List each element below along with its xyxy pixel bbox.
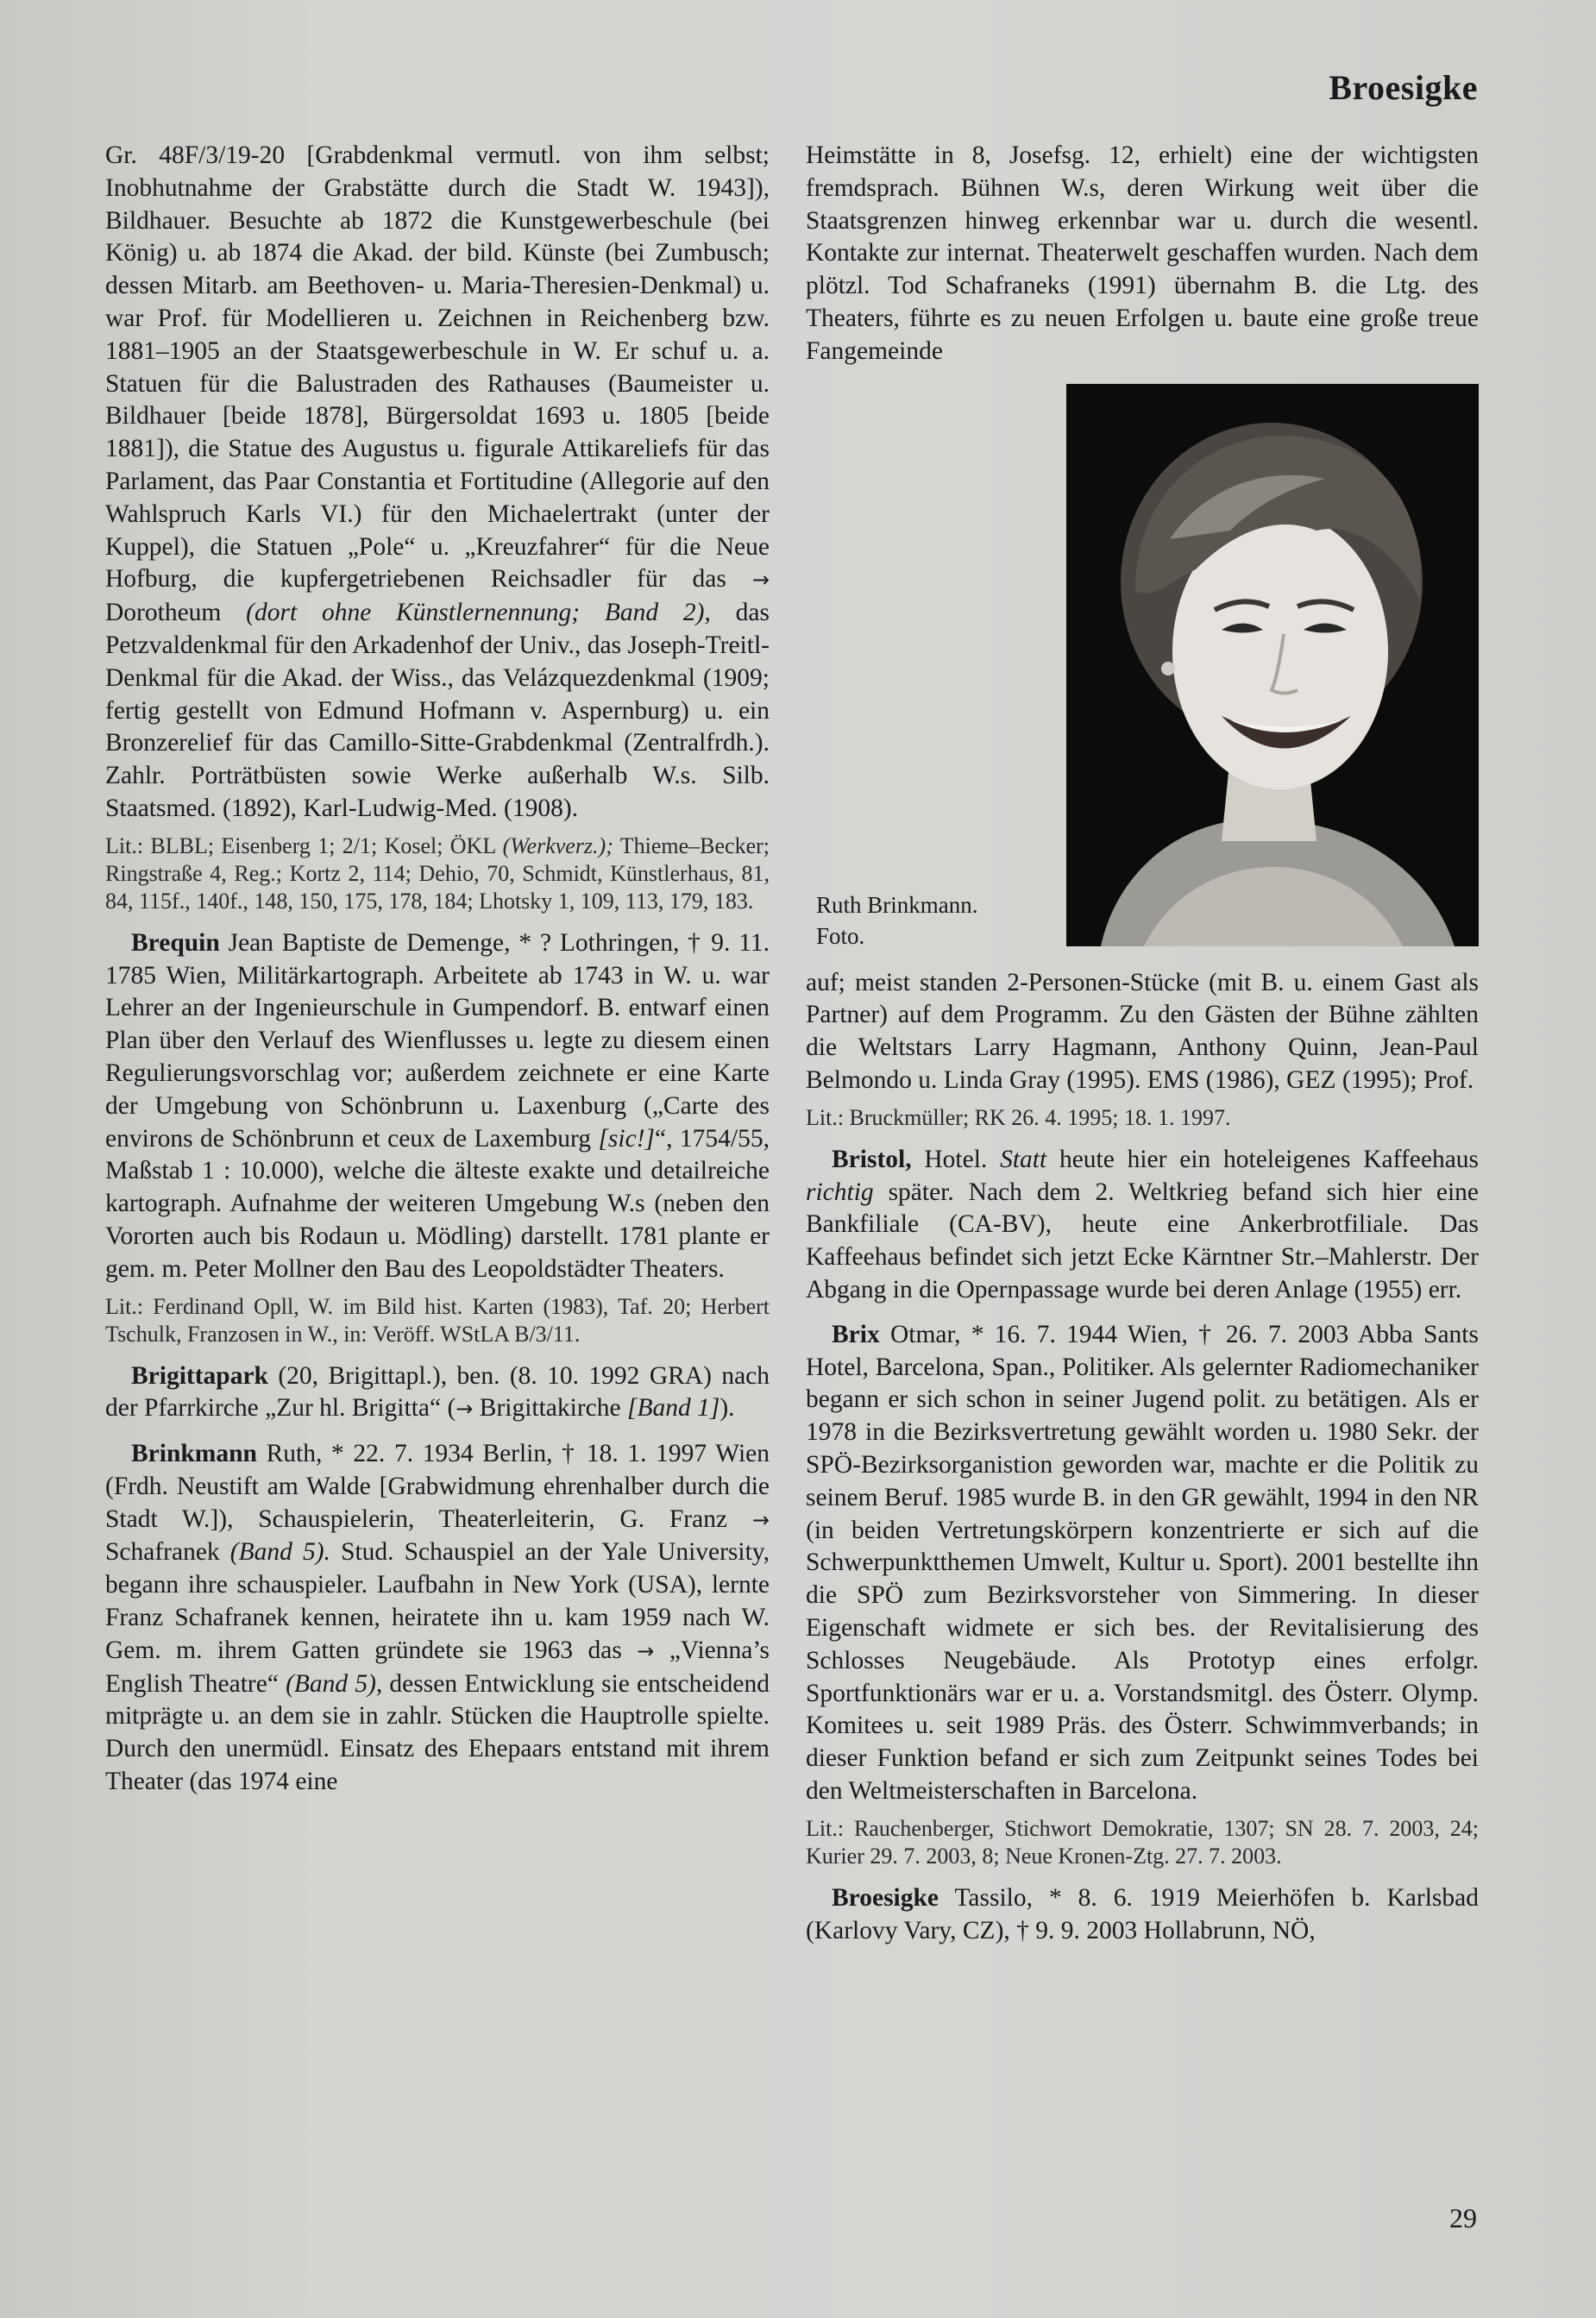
literature-note: Lit.: Ferdinand Opll, W. im Bild hist. Karten (1983), Taf. 20; Herbert Tschulk, Franzosen in W., in: Veröff. WStLA B/3/11. <box>105 1293 770 1347</box>
portrait-photo <box>1066 384 1479 946</box>
entry-brigittapark: Brigittapark (20, Brigittapl.), ben. (8. 10. 1992 GRA) nach der Pfarrkirche „Zur hl. Brigitta“ (→ Brigittakirche [Band 1]). <box>105 1361 770 1423</box>
cross-reference-arrow-icon: → <box>751 1507 770 1532</box>
cross-reference-arrow-icon: → <box>456 1397 474 1422</box>
entry-brequin: Brequin Jean Baptiste de Demenge, * ? Lothringen, † 9. 11. 1785 Wien, Militärkartograph. Arbeitete ab 1743 in W. u. war Lehrer an der Ingenieurschule in Gumpendorf. B. entwarf einen Plan über den Verlauf des Wienflusses u. legte zu diesem einen Regulierungsvorschlag vor; außerdem zeichnete er eine Karte der Umgebung von Schönbrunn u. Laxenburg („Carte des environs de Schönbrunn et ceux de Laxemburg [sic!]“, 1754/55, Maßstab 1 : 10.000), welche die älteste exakte und detailreiche kartograph. Aufnahme der weiteren Umgebung W.s (neben den Vororten auch bis Rodaun u. Mödling) darstellt. 1781 plante er gem. m. Peter Mollner den Bau des Leopoldstädter Theaters. <box>105 928 770 1283</box>
literature-note: Lit.: Rauchenberger, Stichwort Demokratie, 1307; SN 28. 7. 2003, 24; Kurier 29. 7. 2003, 8; Neue Kronen-Ztg. 27. 7. 2003. <box>806 1815 1479 1869</box>
cross-reference-arrow-icon: → <box>637 1638 655 1663</box>
entry-continuation: Gr. 48F/3/19-20 [Grabdenkmal vermutl. von ihm selbst; Inobhutnahme der Grabstätte durch die Stadt W. 1943]), Bildhauer. Besuchte ab 1872 die Kunstgewerbeschule (bei König) u. ab 1874 die Akad. der bild. Künste (bei Zumbusch; dessen Mitarb. am Beethoven- u. Maria-Theresien-Denkmal) u. war Prof. für Modellieren u. Zeichnen in Reichenberg bzw. 1881–1905 an der Staatsgewerbeschule in W. Er schuf u. a. Statuen für die Balustraden des Rathauses (Baumeister u. Bildhauer [beide 1878], Bürgersoldat 1693 u. 1805 [beide 1881]), die Statue des Augustus u. figurale Attikareliefs für das Parlament, das Paar Constantia et Fortitudine (Allegorie auf den Wahlspruch Karls VI.) für den Michaelertrakt (unter der Kuppel), die Statuen „Pole“ u. „Kreuzfahrer“ für die Neue Hofburg, die kupfergetriebenen Reichsadler für das → Dorotheum (dort ohne Künstlernennung; Band 2), das Petzvaldenkmal für den Arkadenhof der Univ., das Joseph-Treitl-Denkmal für die Akad. der Wiss., das Velázquezdenkmal (1909; fertig gestellt von Edmund Hofmann v. Aspernburg) u. ein Bronzerelief für das Camillo-Sitte-Grabdenkmal (Zentralfrdh.). Zahlr. Porträtbüsten sowie Werke außerhalb W.s. Silb. Staatsmed. (1892), Karl-Ludwig-Med. (1908). <box>105 141 770 822</box>
entry-bristol: Bristol, Hotel. Statt heute hier ein hoteleigenes Kaffeehaus richtig später. Nach dem 2. Weltkrieg befand sich hier eine Bankfiliale (CA-BV), heute eine Ankerbrotfiliale. Das Kaffeehaus befindet sich jetzt Ecke Kärntner Str.–Mahlerstr. Der Abgang in die Opernpassage wurde bei deren Anlage (1955) err. <box>806 1145 1480 1303</box>
entry-continuation: auf; meist standen 2-Personen-Stücke (mit B. u. einem Gast als Partner) auf dem Programm. Zu den Gästen der Bühne zählten die Weltstars Larry Hagmann, Anthony Quinn, Jean-Paul Belmondo u. Linda Gray (1995). EMS (1986), GEZ (1995); Prof. <box>806 968 1479 1094</box>
running-head: Broesigke <box>1329 68 1478 107</box>
entry-headword: Brequin <box>131 928 220 957</box>
cross-reference-arrow-icon: → <box>751 568 770 593</box>
entry-headword: Brix <box>832 1320 880 1348</box>
portrait-photo-illustration <box>1066 384 1479 946</box>
portrait-figure <box>806 384 1479 960</box>
literature-note: Lit.: BLBL; Eisenberg 1; 2/1; Kosel; ÖKL (Werkverz.); Thieme–Becker; Ringstraße 4, Reg.; Kortz 2, 114; Dehio, 70, Schmidt, Künstlerhaus, 81, 84, 115f., 140f., 148, 150, 175, 178, 184; Lhotsky 1, 109, 113, 179, 183. <box>105 832 770 914</box>
entry-headword: Brinkmann <box>131 1440 257 1468</box>
entry-headword: Brigittapark <box>131 1361 268 1390</box>
entry-brix: Brix Otmar, * 16. 7. 1944 Wien, † 26. 7. 2003 Abba Sants Hotel, Barcelona, Span., Politiker. Als gelernter Radiomechaniker begann er sich schon in seiner Jugend polit. zu betätigen. Als er 1978 in die Bezirksvertretung gewählt worden u. 1980 Sekr. der SPÖ-Bezirksorganistion geworden war, machte er die Politik zu seinem Beruf. 1985 wurde B. in den GR gewählt, 1994 in den NR (in beiden Vertretungskörpern konzentrierte er sich auf die Schwerpunktthemen Umwelt, Kultur u. Sport). 2001 bestellte ihn die SPÖ zum Bezirksvorsteher von Simmering. In dieser Eigenschaft widmete er sich bes. der Revitalisierung des Schlosses Neugebäude. Als Prototyp eines erfolgr. Sportfunktionärs war er u. a. Vorstandsmitgl. des Österr. Olymp. Komitees u. seit 1989 Präs. des Österr. Schwimmverbands; in dieser Funktion befand er sich zum Zeitpunkt seines Todes bei den Weltmeisterschaften in Barcelona. <box>806 1320 1479 1805</box>
entry-headword: Bristol, <box>832 1145 912 1173</box>
figure-caption: Ruth Brinkmann. Foto. <box>816 891 978 949</box>
literature-note: Lit.: Bruckmüller; RK 26. 4. 1995; 18. 1. 1997. <box>806 1104 1231 1130</box>
entry-brinkmann: Brinkmann Ruth, * 22. 7. 1934 Berlin, † 18. 1. 1997 Wien (Frdh. Neustift am Walde [Grabwidmung ehrenhalber durch die Stadt W.]), Schauspielerin, Theaterleiterin, G. Franz → Schafranek (Band 5). Stud. Schauspiel an der Yale University, begann ihre schauspieler. Laufbahn in New York (USA), lernte Franz Schafranek kennen, heiratete ihn u. kam 1959 nach W. Gem. m. ihrem Gatten gründete sie 1963 das → „Vienna’s English Theatre“ (Band 5), dessen Entwicklung sie entscheidend mitprägte u. an dem sie in zahlr. Stücken die Hauptrolle spielte. Durch den unermüdl. Einsatz des Ehepaars entstand mit ihrem Theater (das 1974 eine <box>105 1440 770 1796</box>
entry-continuation: Heimstätte in 8, Josefsg. 12, erhielt) eine der wichtigsten fremdsprach. Bühnen W.s, deren Wirkung weit über die Staatsgrenzen hinweg erkennbar war u. durch die wesentl. Kontakte zur internat. Theaterwelt geschaffen wurden. Nach dem plötzl. Tod Schafraneks (1991) übernahm B. die Ltg. des Theaters, führte es zu neuen Erfolgen u. baute eine große treue Fangemeinde <box>806 141 1479 365</box>
right-column <box>806 140 1479 1947</box>
left-column <box>105 140 770 1799</box>
entry-broesigke: Broesigke Tassilo, * 8. 6. 1919 Meierhöfen b. Karlsbad (Karlovy Vary, CZ), † 9. 9. 2003 Hollabrunn, NÖ, <box>806 1883 1479 1944</box>
page-number: 29 <box>1449 2202 1477 2233</box>
entry-headword: Broesigke <box>832 1883 939 1912</box>
